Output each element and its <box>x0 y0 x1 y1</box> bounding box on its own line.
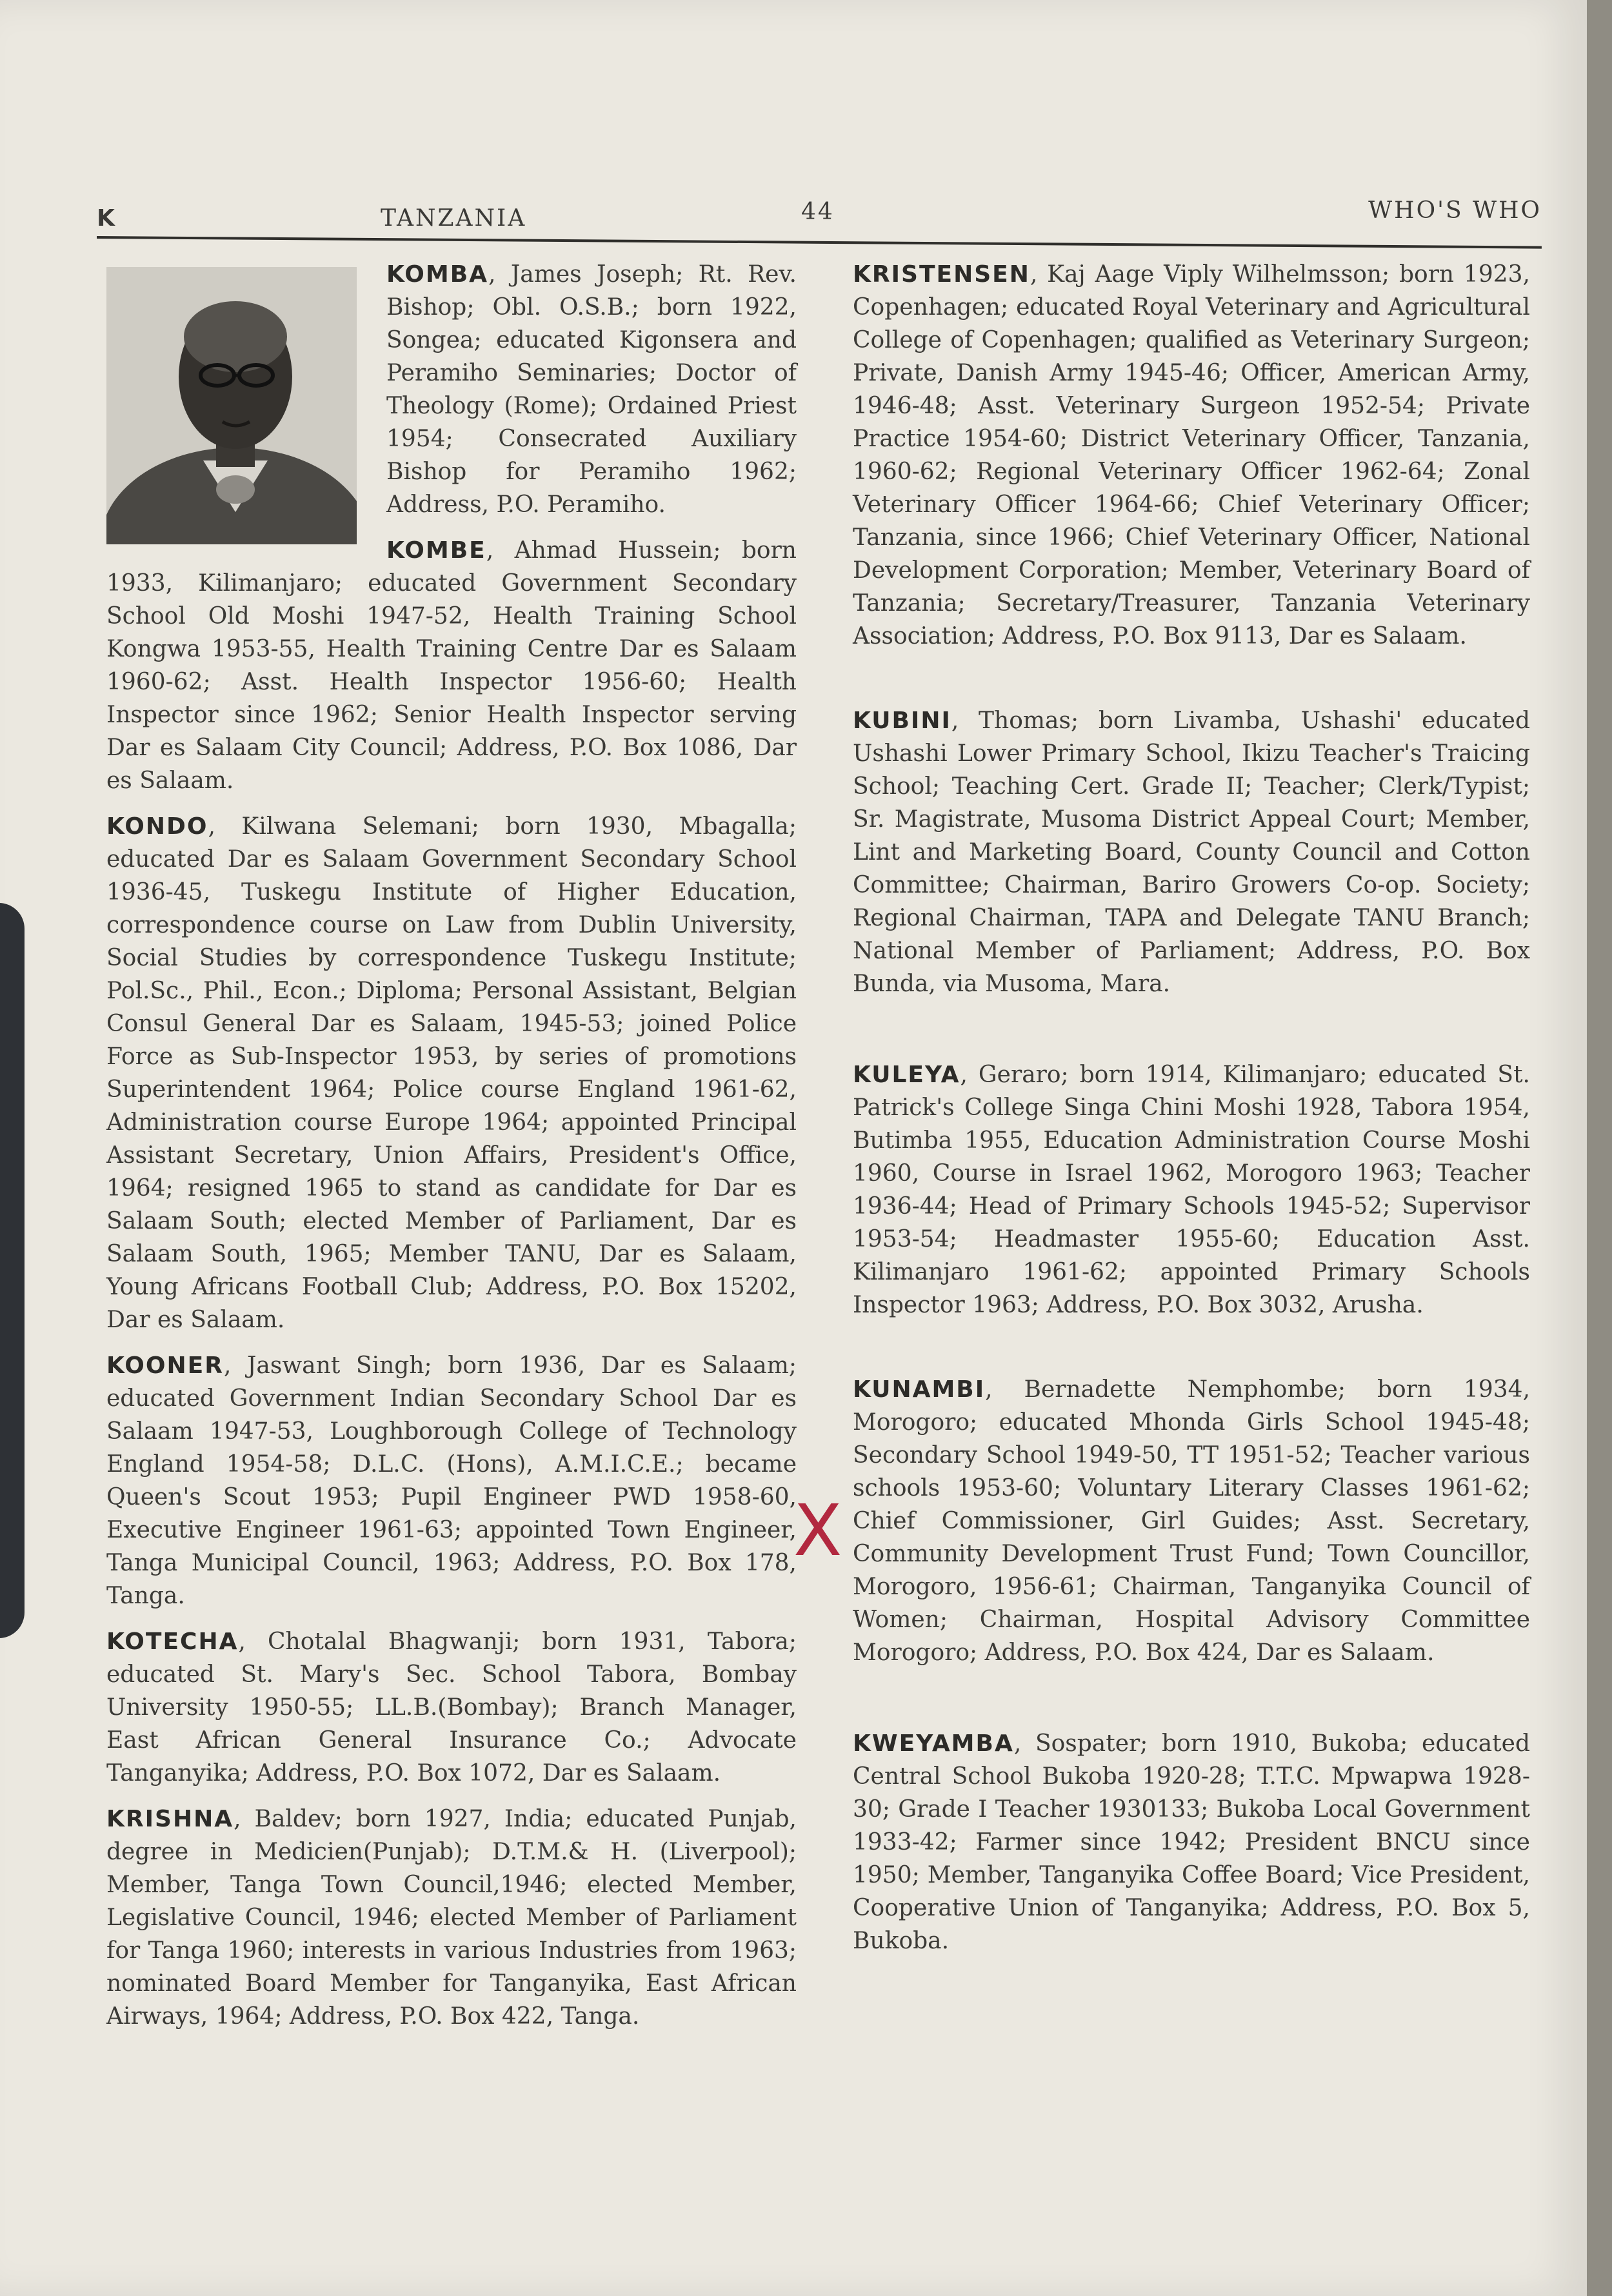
entry-name: KWEYAMBA <box>853 1730 1014 1757</box>
left-column <box>106 258 797 2046</box>
running-title: WHO'S WHO <box>1368 197 1542 224</box>
entry-text: Baldev; born 1927, India; educated Punjab, degree in Medicien(Punjab); D.T.M.& H. (Liverpool); Member, Tanga Town Council,1946; elected Member, Legislative Council, 1946; elected Member of Parliament for Tanga 1960; interests in various Industries from 1963; nominated Board Member for Tanganyika, East African Airways, 1964; Address, P.O. Box 422, Tanga. <box>106 1806 797 2030</box>
entry-kubini: KUBINI, Thomas; born Livamba, Ushashi' educated Ushashi Lower Primary School, Ikizu Teacher's Traicing School; Teaching Cert. Grade II; Teacher; Clerk/Typist; Sr. Magistrate, Musoma District Appeal Court; Member, Lint and Marketing Board, County Council and Cotton Committee; Chairman, Bariro Growers Co-op. Society; Regional Chairman, TAPA and Delegate TANU Branch; National Member of Parliament; Address, P.O. Box Bunda, via Musoma, Mara. <box>853 708 1531 997</box>
entry-name: KONDO <box>106 813 208 840</box>
entry-kotecha: KOTECHA, Chotalal Bhagwanji; born 1931, Tabora; educated St. Mary's Sec. School Tabora, Bombay University 1950-55; LL.B.(Bombay); Branch Manager, East African General Insurance Co.; Advocate Tanganyika; Address, P.O. Box 1072, Dar es Salaam. <box>106 1628 797 1786</box>
entry-text: Sospater; born 1910, Bukoba; educated Central School Bukoba 1920-28; T.T.C. Mpwapwa 1928-30; Grade I Teacher 1930133; Bukoba Local Government 1933-42; Farmer since 1942; President BNCU since 1950; Member, Tanganyika Coffee Board; Vice President, Cooperative Union of Tanganyika; Address, P.O. Box 5, Bukoba. <box>853 1730 1530 1954</box>
entry-krishna: KRISHNA, Baldev; born 1927, India; educated Punjab, degree in Medicien(Punjab); D.T.M.& H. (Liverpool); Member, Tanga Town Council,1946; elected Member, Legislative Council, 1946; elected Member of Parliament for Tanga 1960; interests in various Industries from 1963; nominated Board Member for Tanganyika, East African Airways, 1964; Address, P.O. Box 422, Tanga. <box>106 1806 797 2030</box>
entry-name: KOONER <box>106 1352 224 1379</box>
entry-name: KUBINI <box>853 708 951 734</box>
entry-text: Kaj Aage Viply Wilhelmsson; born 1923, Copenhagen; educated Royal Veterinary and Agricultural College of Copenhagen; qualified as Veterinary Surgeon; Private, Danish Army 1945-46; Officer, American Army, 1946-48; Asst. Veterinary Surgeon 1952-54; Private Practice 1954-60; District Veterinary Officer, Tanzania, 1960-62; Regional Veterinary Officer 1962-64; Zonal Veterinary Officer 1964-66; Chief Veterinary Officer; Tanzania, since 1966; Chief Veterinary Officer, National Development Corporation; Member, Veterinary Board of Tanzania; Secretary/Treasurer, Tanzania Veterinary Association; Address, P.O. Box 9113, Dar es Salaam. <box>853 261 1530 649</box>
entry-text: Bernadette Nemphombe; born 1934, Morogoro; educated Mhonda Girls School 1945-48; Secondary School 1949-50, TT 1951-52; Teacher various schools 1953-60; Voluntary Literary Classes 1961-62; Chief Commissioner, Girl Guides; Asst. Secretary, Community Development Trust Fund; Town Councillor, Morogoro, 1956-61; Chairman, Tanganyika Council of Women; Chairman, Hospital Advisory Committee Morogoro; Address, P.O. Box 424, Dar es Salaam. <box>853 1376 1531 1666</box>
entry-kunambi: KUNAMBI, Bernadette Nemphombe; born 1934, Morogoro; educated Mhonda Girls School 1945-48; Secondary School 1949-50, TT 1951-52; Teacher various schools 1953-60; Voluntary Literary Classes 1961-62; Chief Commissioner, Girl Guides; Asst. Secretary, Community Development Trust Fund; Town Councillor, Morogoro, 1956-61; Chairman, Tanganyika Council of Women; Chairman, Hospital Advisory Committee Morogoro; Address, P.O. Box 424, Dar es Salaam. <box>853 1376 1531 1666</box>
portrait-photo <box>106 267 357 544</box>
entry-text: Geraro; born 1914, Kilimanjaro; educated St. Patrick's College Singa Chini Moshi 1928, Tabora 1954, Butimba 1955, Education Administration Course Moshi 1960, Course in Israel 1962, Morogoro 1963; Teacher 1936-44; Head of Primary Schools 1945-52; Supervisor 1953-54; Headmaster 1955-60; Education Asst. Kilimanjaro 1961-62; appointed Primary Schools Inspector 1963; Address, P.O. Box 3032, Arusha. <box>853 1062 1531 1318</box>
entry-name: KRISTENSEN <box>853 261 1030 288</box>
entry-kombe: KOMBE, Ahmad Hussein; born 1933, Kilimanjaro; educated Government Secondary School Old Moshi 1947-52, Health Training School Kongwa 1953-55, Health Training Centre Dar es Salaam 1960-62; Asst. Health Inspector 1956-60; Health Inspector since 1962; Senior Health Inspector serving Dar es Salaam City Council; Address, P.O. Box 1086, Dar es Salaam. <box>106 537 797 794</box>
entry-name: KULEYA <box>853 1062 960 1088</box>
entry-komba: KOMBA, James Joseph; Rt. Rev. Bishop; Obl. O.S.B.; born 1922, Songea; educated Kigonsera and Peramiho Seminaries; Doctor of Theology (Rome); Ordained Priest 1954; Consecrated Auxiliary Bishop for Peramiho 1962; Address, P.O. Peramiho. <box>386 261 797 518</box>
entry-kristensen: KRISTENSEN, Kaj Aage Viply Wilhelmsson; born 1923, Copenhagen; educated Royal Veterinary and Agricultural College of Copenhagen; qualified as Veterinary Surgeon; Private, Danish Army 1945-46; Officer, American Army, 1946-48; Asst. Veterinary Surgeon 1952-54; Private Practice 1954-60; District Veterinary Officer, Tanzania, 1960-62; Regional Veterinary Officer 1962-64; Zonal Veterinary Officer 1964-66; Chief Veterinary Officer; Tanzania, since 1966; Chief Veterinary Officer, National Development Corporation; Member, Veterinary Board of Tanzania; Secretary/Treasurer, Tanzania Veterinary Association; Address, P.O. Box 9113, Dar es Salaam. <box>853 261 1530 649</box>
entry-text: Kilwana Selemani; born 1930, Mbagalla; educated Dar es Salaam Government Secondary School 1936-45, Tuskegu Institute of Higher Education, correspondence course on Law from Dublin University, Social Studies by correspondence Tuskegu Institute; Pol.Sc., Phil., Econ.; Diploma; Personal Assistant, Belgian Consul General Dar es Salaam, 1945-53; joined Police Force as Sub-Inspector 1953, by series of promotions Superintendent 1964; Police course England 1961-62, Administration course Europe 1964; appointed Principal Assistant Secretary, Union Affairs, President's Office, 1964; resigned 1965 to stand as candidate for Dar es Salaam South; elected Member of Parliament, Dar es Salaam South, 1965; Member TANU, Dar es Salaam, Young Africans Football Club; Address, P.O. Box 15202, Dar es Salaam. <box>106 813 797 1333</box>
page-number: 44 <box>801 199 835 225</box>
entry-name: KOMBE <box>386 537 486 564</box>
page-edge <box>1587 0 1612 2296</box>
entry-name: KOMBA <box>386 261 489 288</box>
section-letter: K <box>97 205 117 232</box>
phone-edge <box>0 903 25 1638</box>
entry-name: KRISHNA <box>106 1806 234 1832</box>
entry-text: Chotalal Bhagwanji; born 1931, Tabora; educated St. Mary's Sec. School Tabora, Bombay University 1950-55; LL.B.(Bombay); Branch Manager, East African General Insurance Co.; Advocate Tanganyika; Address, P.O. Box 1072, Dar es Salaam. <box>106 1628 797 1786</box>
entry-kuleya: KULEYA, Geraro; born 1914, Kilimanjaro; educated St. Patrick's College Singa Chini Moshi 1928, Tabora 1954, Butimba 1955, Education Administration Course Moshi 1960, Course in Israel 1962, Morogoro 1963; Teacher 1936-44; Head of Primary Schools 1945-52; Supervisor 1953-54; Headmaster 1955-60; Education Asst. Kilimanjaro 1961-62; appointed Primary Schools Inspector 1963; Address, P.O. Box 3032, Arusha. <box>853 1062 1531 1318</box>
entry-text: James Joseph; Rt. Rev. Bishop; Obl. O.S.B.; born 1922, Songea; educated Kigonsera and Peramiho Seminaries; Doctor of Theology (Rome); Ordained Priest 1954; Consecrated Auxiliary Bishop for Peramiho 1962; Address, P.O. Peramiho. <box>386 261 797 518</box>
entry-name: KUNAMBI <box>853 1376 986 1403</box>
entry-text: Jaswant Singh; born 1936, Dar es Salaam; educated Government Indian Secondary School Dar es Salaam 1947-53, Loughborough College of Technology England 1954-58; D.L.C. (Hons), A.M.I.C.E.; became Queen's Scout 1953; Pupil Engineer PWD 1958-60, Executive Engineer 1961-63; appointed Town Engineer, Tanga Municipal Council, 1963; Address, P.O. Box 178, Tanga. <box>106 1352 797 1609</box>
entry-name: KOTECHA <box>106 1628 239 1655</box>
country-heading: TANZANIA <box>381 205 527 232</box>
entry-kooner: KOONER, Jaswant Singh; born 1936, Dar es Salaam; educated Government Indian Secondary School Dar es Salaam 1947-53, Loughborough College of Technology England 1954-58; D.L.C. (Hons), A.M.I.C.E.; became Queen's Scout 1953; Pupil Engineer PWD 1958-60, Executive Engineer 1961-63; appointed Town Engineer, Tanga Municipal Council, 1963; Address, P.O. Box 178, Tanga. <box>106 1352 797 1609</box>
entry-text: Thomas; born Livamba, Ushashi' educated Ushashi Lower Primary School, Ikizu Teacher's Traicing School; Teaching Cert. Grade II; Teacher; Clerk/Typist; Sr. Magistrate, Musoma District Appeal Court; Member, Lint and Marketing Board, County Council and Cotton Committee; Chairman, Bariro Growers Co-op. Society; Regional Chairman, TAPA and Delegate TANU Branch; National Member of Parliament; Address, P.O. Box Bunda, via Musoma, Mara. <box>853 708 1531 997</box>
right-column <box>853 258 1530 1970</box>
entry-kweyamba: KWEYAMBA, Sospater; born 1910, Bukoba; educated Central School Bukoba 1920-28; T.T.C. Mpwapwa 1928-30; Grade I Teacher 1930133; Bukoba Local Government 1933-42; Farmer since 1942; President BNCU since 1950; Member, Tanganyika Coffee Board; Vice President, Cooperative Union of Tanganyika; Address, P.O. Box 5, Bukoba. <box>853 1730 1530 1954</box>
entry-kondo: KONDO, Kilwana Selemani; born 1930, Mbagalla; educated Dar es Salaam Government Secondary School 1936-45, Tuskegu Institute of Higher Education, correspondence course on Law from Dublin University, Social Studies by correspondence Tuskegu Institute; Pol.Sc., Phil., Econ.; Diploma; Personal Assistant, Belgian Consul General Dar es Salaam, 1945-53; joined Police Force as Sub-Inspector 1953, by series of promotions Superintendent 1964; Police course England 1961-62, Administration course Europe 1964; appointed Principal Assistant Secretary, Union Affairs, President's Office, 1964; resigned 1965 to stand as candidate for Dar es Salaam South; elected Member of Parliament, Dar es Salaam South, 1965; Member TANU, Dar es Salaam, Young Africans Football Club; Address, P.O. Box 15202, Dar es Salaam. <box>106 813 797 1333</box>
handwritten-x-mark: X <box>793 1489 842 1572</box>
portrait-image <box>106 267 357 544</box>
entry-text: Ahmad Hussein; born 1933, Kilimanjaro; educated Government Secondary School Old Moshi 1947-52, Health Training School Kongwa 1953-55, Health Training Centre Dar es Salaam 1960-62; Asst. Health Inspector 1956-60; Health Inspector since 1962; Senior Health Inspector serving Dar es Salaam City Council; Address, P.O. Box 1086, Dar es Salaam. <box>106 537 797 794</box>
